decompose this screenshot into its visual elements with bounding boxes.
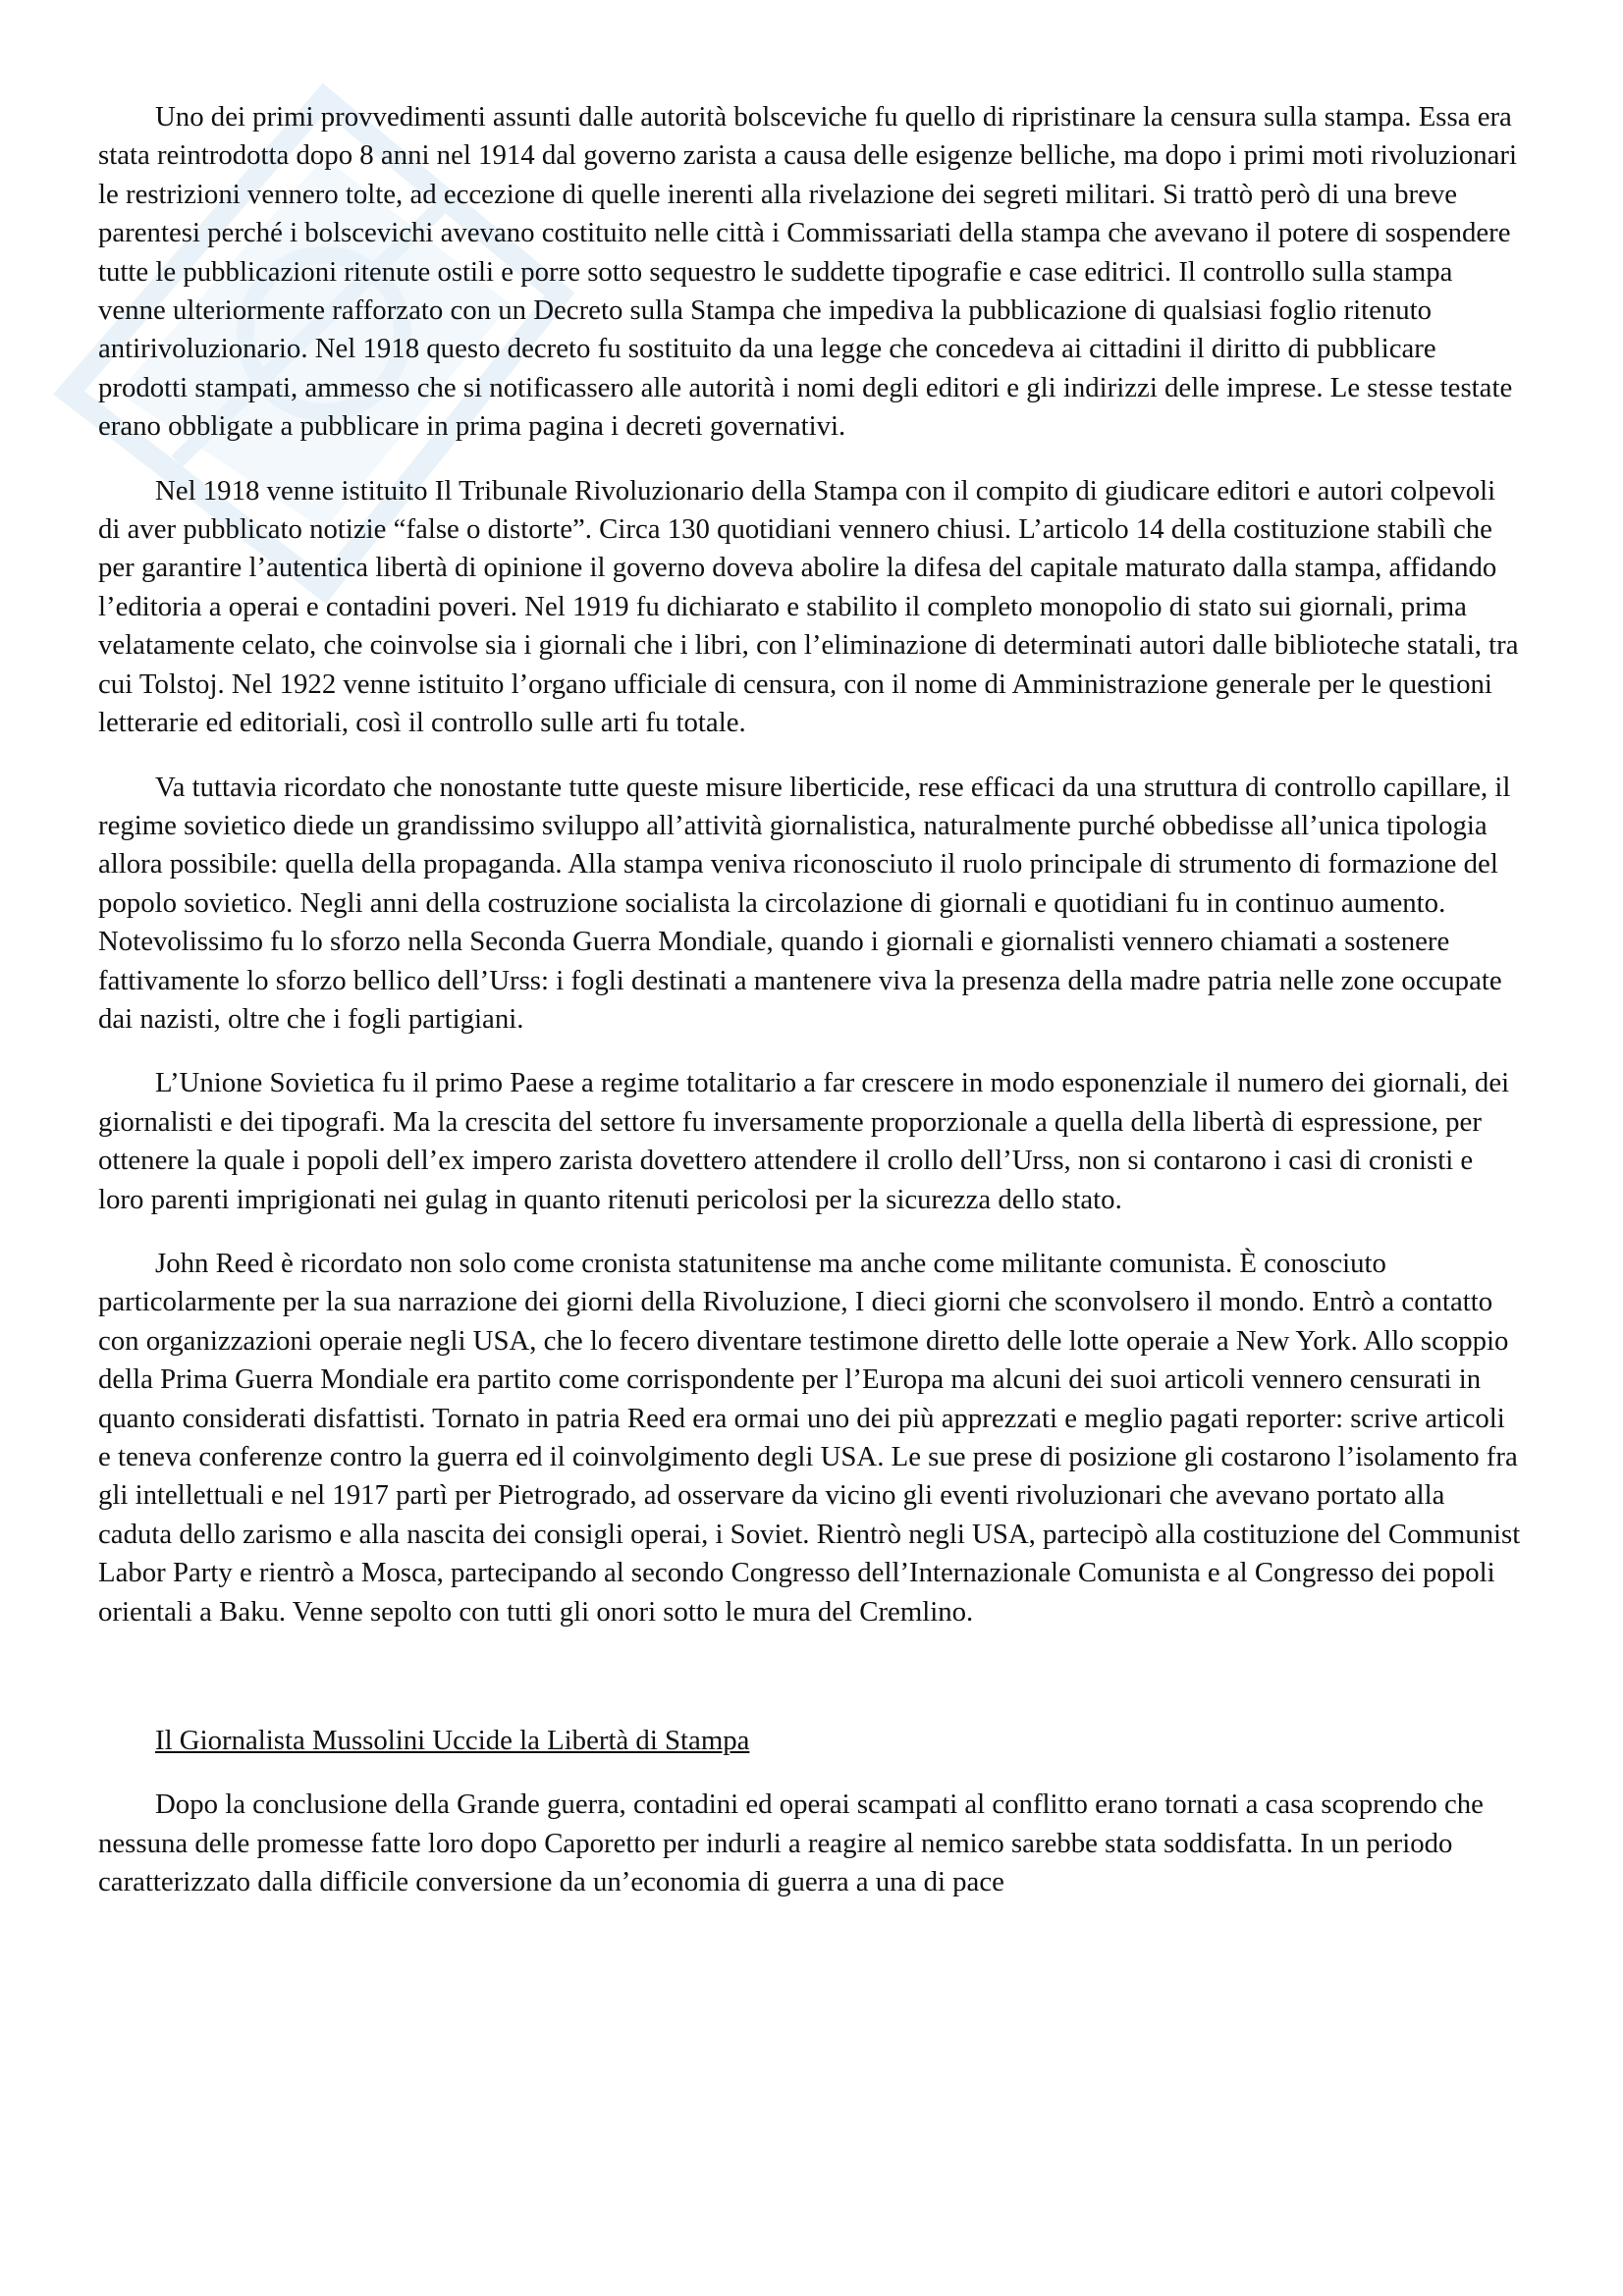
paragraph-tribunale-stampa: Nel 1918 venne istituito Il Tribunale Rivoluzionario della Stampa con il compito di giudicare editori e autori colpevoli di aver pubblicato notizie “false o distorte”. Circa 130 quotidiani vennero chiusi. L’articolo 14 della costituzione stabilì che per garantire l’autentica libertà di opinione il governo doveva abolire la difesa del capitale maturato dalla stampa, affidando l’editoria a operai e contadini poveri. Nel 1919 fu dichiarato e stabilito il completo monopolio di stato sui giornali, prima velatamente celato, che coinvolse sia i giornali che i libri, con l’eliminazione di determinati autori dalle biblioteche statali, tra cui Tolstoj. Nel 1922 venne istituito l’organo ufficiale di censura, con il nome di Amministrazione generale per le questioni letterarie ed editoriali, così il controllo sulle arti fu totale. — [98, 474, 1519, 739]
section-title: Il Giornalista Mussolini Uccide la Libertà di Stampa — [155, 1725, 750, 1757]
paragraph-propaganda-sovietica: Va tuttavia ricordato che nonostante tutte queste misure liberticide, rese efficaci da una struttura di controllo capillare, il regime sovietico diede un grandissimo sviluppo all’attività giornalistica, naturalmente purché obbedisse all’unica tipologia allora possibile: quella della propaganda. Alla stampa veniva riconosciuto il ruolo principale di strumento di formazione del popolo sovietico. Negli anni della costruzione socialista la circolazione di giornali e quotidiani fu in continuo aumento. Notevolissimo fu lo sforzo nella Seconda Guerra Mondiale, quando i giornali e giornalisti vennero chiamati a sostenere fattivamente lo sforzo bellico dell’Urss: i fogli destinati a mantenere viva la presenza della madre patria nelle zone occupate dai nazisti, oltre che i fogli partigiani. — [98, 771, 1511, 1035]
document-page — [98, 98, 1524, 1928]
paragraph-john-reed: John Reed è ricordato non solo come cronista statunitense ma anche come militante comunista. È conosciuto particolarmente per la sua narrazione dei giorni della Rivoluzione, I dieci giorni che sconvolsero il mondo. Entrò a contatto con organizzazioni operaie negli USA, che lo fecero diventare testimone diretto delle lotte operaie a New York. Allo scoppio della Prima Guerra Mondiale era partito come corrispondente per l’Europa ma alcuni dei suoi articoli vennero censurati in quanto considerati disfattisti. Tornato in patria Reed era ormai uno dei più apprezzati e meglio pagati reporter: scrive articoli e teneva conferenze contro la guerra ed il coinvolgimento degli USA. Le sue prese di posizione gli costarono l’isolamento fra gli intellettuali e nel 1917 partì per Pietrogrado, ad osservare da vicino gli eventi rivoluzionari che avevano portato alla caduta dello zarismo e alla nascita dei consigli operai, i Soviet. Rientrò negli USA, partecipò alla costituzione del Communist Labor Party e rientrò a Mosca, partecipando al secondo Congresso dell’Internazionale Comunista e al Congresso dei popoli orientali a Baku. Venne sepolto con tutti gli onori sotto le mura del Cremlino. — [98, 1247, 1521, 1628]
paragraph-unione-sovietica: L’Unione Sovietica fu il primo Paese a regime totalitario a far crescere in modo esponenziale il numero dei giornali, dei giornalisti e dei tipografi. Ma la crescita del settore fu inversamente proporzionale a quella della libertà di espressione, per ottenere la quale i popoli dell’ex impero zarista dovettero attendere il crollo dell’Urss, non si contarono i casi di cronisti e loro parenti imprigionati nei gulag in quanto ritenuti pericolosi per la sicurezza dello stato. — [98, 1067, 1510, 1215]
paragraph-censura-bolscevica: Uno dei primi provvedimenti assunti dalle autorità bolsceviche fu quello di ripristinare la censura sulla stampa. Essa era stata reintrodotta dopo 8 anni nel 1914 dal governo zarista a causa delle esigenze belliche, ma dopo i primi moti rivoluzionari le restrizioni vennero tolte, ad eccezione di quelle inerenti alla rivelazione dei segreti militari. Si trattò però di una breve parentesi perché i bolscevichi avevano costituito nelle città i Commissariati della stampa che avevano il potere di sospendere tutte le pubblicazioni ritenute ostili e porre sotto sequestro le suddette tipografie e case editrici. Il controllo sulla stampa venne ulteriormente rafforzato con un Decreto sulla Stampa che impediva la pubblicazione di qualsiasi foglio ritenuto antirivoluzionario. Nel 1918 questo decreto fu sostituito da una legge che concedeva ai cittadini il diritto di pubblicare prodotti stampati, ammesso che si notificassero alle autorità i nomi degli editori e gli indirizzi delle imprese. Le stesse testate erano obbligate a pubblicare in prima pagina i decreti governativi. — [98, 101, 1517, 443]
section-spacer — [98, 1657, 1524, 1722]
paragraph-dopoguerra: Dopo la conclusione della Grande guerra, contadini ed operai scampati al conflitto erano tornati a casa scoprendo che nessuna delle promesse fatte loro dopo Caporetto per indurli a reagire al nemico sarebbe stata soddisfatta. In un periodo caratterizzato dalla difficile conversione da un’economia di guerra a una di pace — [98, 1789, 1484, 1898]
